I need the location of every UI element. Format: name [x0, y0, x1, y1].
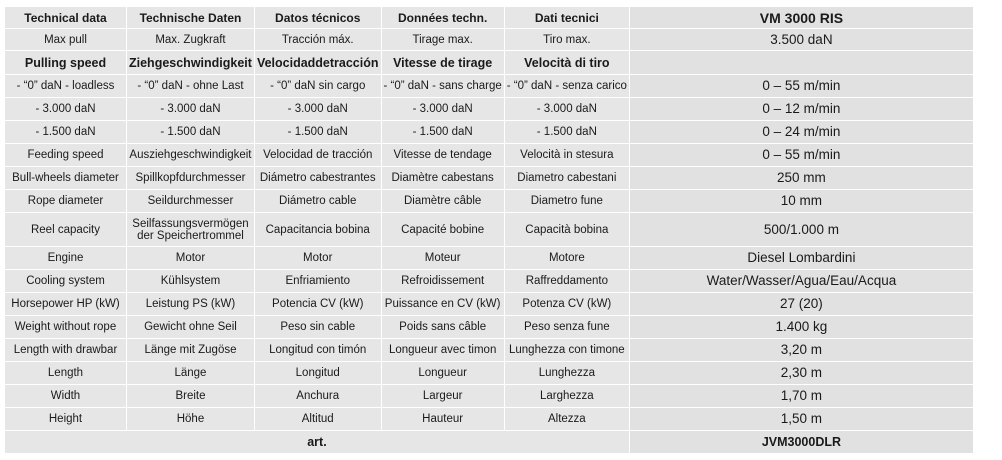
label-de: Ausziehgeschwindigkeit: [127, 144, 255, 167]
label-it: Lunghezza: [504, 362, 629, 385]
row-engine: [5, 247, 974, 270]
label-en: Horsepower HP (kW): [5, 293, 127, 316]
label-it: Altezza: [504, 408, 629, 431]
value: 3,20 m: [629, 339, 973, 362]
row-rope-diameter: [5, 190, 974, 213]
label-en: Length: [5, 362, 127, 385]
value: 500/1.000 m: [629, 213, 973, 247]
article-row: [5, 431, 974, 454]
label-it: - 3.000 daN: [504, 98, 629, 121]
value: Water/Wasser/Agua/Eau/Acqua: [629, 270, 973, 293]
label-de: Seildurchmesser: [127, 190, 255, 213]
label-it: Potenza CV (kW): [504, 293, 629, 316]
label-de: Seilfassungsvermögen der Speichertrommel: [127, 213, 255, 247]
label-it: Diametro fune: [504, 190, 629, 213]
label-es: - “0” daN sin cargo: [254, 75, 381, 98]
label-it: Velocità di tiro: [504, 51, 629, 75]
row-weight-without-rope: [5, 316, 974, 339]
label-fr: Longueur avec timon: [381, 339, 504, 362]
label-de: Motor: [127, 247, 255, 270]
row-reel-capacity: [5, 213, 974, 247]
label-en: Width: [5, 385, 127, 408]
label-de: Länge: [127, 362, 255, 385]
header-fr: Données techn.: [381, 7, 504, 29]
label-en: - 3.000 daN: [5, 98, 127, 121]
label-it: Capacità bobina: [504, 213, 629, 247]
label-it: Motore: [504, 247, 629, 270]
label-de: Kühlsystem: [127, 270, 255, 293]
row-bull-wheels-diameter: [5, 167, 974, 190]
label-en: Reel capacity: [5, 213, 127, 247]
value: [629, 51, 973, 75]
technical-data-table: [4, 6, 974, 454]
label-fr: Diamètre câble: [381, 190, 504, 213]
label-en: Pulling speed: [5, 51, 127, 75]
value: 0 – 12 m/min: [629, 98, 973, 121]
label-fr: Refroidissement: [381, 270, 504, 293]
value: 0 – 55 m/min: [629, 144, 973, 167]
label-fr: - 3.000 daN: [381, 98, 504, 121]
label-it: - “0” daN - senza carico: [504, 75, 629, 98]
label-en: Max pull: [5, 29, 127, 51]
row-max-pull: [5, 29, 974, 51]
label-es: Peso sin cable: [254, 316, 381, 339]
label-es: Velocidad de tracción: [254, 144, 381, 167]
value: 10 mm: [629, 190, 973, 213]
label-es: Anchura: [254, 385, 381, 408]
label-es: Diámetro cabestrantes: [254, 167, 381, 190]
row-speed-3000: [5, 98, 974, 121]
label-it: Diametro cabestani: [504, 167, 629, 190]
label-de: Gewicht ohne Seil: [127, 316, 255, 339]
value: 1,70 m: [629, 385, 973, 408]
row-speed-loadless: [5, 75, 974, 98]
label-it: Raffreddamento: [504, 270, 629, 293]
label-en: Length with drawbar: [5, 339, 127, 362]
label-fr: Vitesse de tendage: [381, 144, 504, 167]
label-en: Feeding speed: [5, 144, 127, 167]
label-en: Rope diameter: [5, 190, 127, 213]
label-it: Tiro max.: [504, 29, 629, 51]
value: 0 – 24 m/min: [629, 121, 973, 144]
value: 1,50 m: [629, 408, 973, 431]
label-en: - 1.500 daN: [5, 121, 127, 144]
label-fr: Vitesse de tirage: [381, 51, 504, 75]
label-en: Height: [5, 408, 127, 431]
label-en: - “0” daN - loadless: [5, 75, 127, 98]
label-it: Velocità in stesura: [504, 144, 629, 167]
label-es: Tracción máx.: [254, 29, 381, 51]
label-fr: Puissance en CV (kW): [381, 293, 504, 316]
header-es: Datos técnicos: [254, 7, 381, 29]
row-pulling-speed: [5, 51, 974, 75]
value: 0 – 55 m/min: [629, 75, 973, 98]
label-fr: Hauteur: [381, 408, 504, 431]
label-de: Breite: [127, 385, 255, 408]
label-it: - 1.500 daN: [504, 121, 629, 144]
label-es: Motor: [254, 247, 381, 270]
label-de: Spillkopfdurchmesser: [127, 167, 255, 190]
label-it: Peso senza fune: [504, 316, 629, 339]
label-en: Weight without rope: [5, 316, 127, 339]
label-es: - 3.000 daN: [254, 98, 381, 121]
row-length: [5, 362, 974, 385]
value: Diesel Lombardini: [629, 247, 973, 270]
row-cooling-system: [5, 270, 974, 293]
value: 250 mm: [629, 167, 973, 190]
article-label: art.: [5, 431, 630, 454]
row-length-with-drawbar: [5, 339, 974, 362]
label-fr: - “0” daN - sans charge: [381, 75, 504, 98]
label-fr: Tirage max.: [381, 29, 504, 51]
label-es: Longitud con timón: [254, 339, 381, 362]
label-fr: Moteur: [381, 247, 504, 270]
label-de: Max. Zugkraft: [127, 29, 255, 51]
value: 2,30 m: [629, 362, 973, 385]
label-fr: Longueur: [381, 362, 504, 385]
value: 3.500 daN: [629, 29, 973, 51]
label-fr: - 1.500 daN: [381, 121, 504, 144]
header-en: Technical data: [5, 7, 127, 29]
label-de: - 1.500 daN: [127, 121, 255, 144]
label-fr: Capacité bobine: [381, 213, 504, 247]
label-es: Velocidaddetracción: [254, 51, 381, 75]
label-es: Altitud: [254, 408, 381, 431]
label-de: - 3.000 daN: [127, 98, 255, 121]
label-it: Larghezza: [504, 385, 629, 408]
label-es: Longitud: [254, 362, 381, 385]
label-fr: Diamètre cabestans: [381, 167, 504, 190]
label-es: - 1.500 daN: [254, 121, 381, 144]
label-es: Potencia CV (kW): [254, 293, 381, 316]
label-de: Leistung PS (kW): [127, 293, 255, 316]
row-feeding-speed: [5, 144, 974, 167]
row-horsepower: [5, 293, 974, 316]
label-de: Länge mit Zugöse: [127, 339, 255, 362]
header-it: Dati tecnici: [504, 7, 629, 29]
value: 1.400 kg: [629, 316, 973, 339]
label-es: Enfriamiento: [254, 270, 381, 293]
header-row: [5, 7, 974, 29]
label-fr: Largeur: [381, 385, 504, 408]
value: 27 (20): [629, 293, 973, 316]
label-de: - “0” daN - ohne Last: [127, 75, 255, 98]
row-speed-1500: [5, 121, 974, 144]
label-de: Höhe: [127, 408, 255, 431]
label-es: Capacitancia bobina: [254, 213, 381, 247]
label-it: Lunghezza con timone: [504, 339, 629, 362]
article-number: JVM3000DLR: [629, 431, 973, 454]
label-es: Diámetro cable: [254, 190, 381, 213]
row-height: [5, 408, 974, 431]
label-en: Cooling system: [5, 270, 127, 293]
label-de: Ziehgeschwindigkeit: [127, 51, 255, 75]
model-name: VM 3000 RIS: [629, 7, 973, 29]
label-en: Engine: [5, 247, 127, 270]
label-en: Bull-wheels diameter: [5, 167, 127, 190]
row-width: [5, 385, 974, 408]
header-de: Technische Daten: [127, 7, 255, 29]
label-fr: Poids sans câble: [381, 316, 504, 339]
